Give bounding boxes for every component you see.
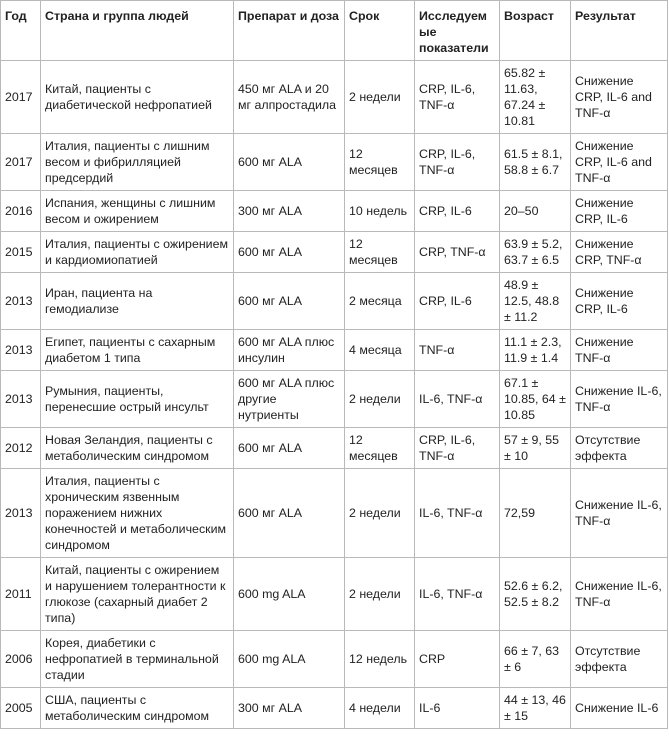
cell-result: Снижение IL-6, TNF-α (571, 558, 668, 631)
cell-result: Снижение IL-6, TNF-α (571, 371, 668, 428)
cell-result: Отсутствие эффекта (571, 428, 668, 469)
cell-duration: 12 недель (345, 631, 415, 688)
cell-country-group: Италия, пациенты с хроническим язвенным поражением нижних конечностей и метаболическим синдромом (41, 469, 234, 558)
cell-drug-dose: 600 мг ALA (234, 134, 345, 191)
cell-indicators: CRP, IL-6 (415, 273, 500, 330)
cell-age: 52.6 ± 6.2, 52.5 ± 8.2 (500, 558, 571, 631)
cell-result: Снижение CRP, IL-6 and TNF-α (571, 61, 668, 134)
cell-year: 2005 (1, 688, 41, 729)
cell-indicators: CRP (415, 631, 500, 688)
table-row (1, 191, 668, 232)
table-row (1, 469, 668, 558)
table-row (1, 61, 668, 134)
cell-duration: 2 недели (345, 371, 415, 428)
cell-indicators: CRP, IL-6 (415, 191, 500, 232)
table-row (1, 134, 668, 191)
cell-year: 2016 (1, 191, 41, 232)
cell-age: 65.82 ± 11.63, 67.24 ± 10.81 (500, 61, 571, 134)
cell-indicators: CRP, TNF-α (415, 232, 500, 273)
cell-country-group: Китай, пациенты с ожирением и нарушением толерантности к глюкозе (сахарный диабет 2 типа) (41, 558, 234, 631)
cell-result: Снижение IL-6 (571, 688, 668, 729)
cell-result: Снижение CRP, IL-6 (571, 191, 668, 232)
cell-year: 2012 (1, 428, 41, 469)
header-drug-dose: Препарат и доза (234, 1, 345, 61)
cell-duration: 10 недель (345, 191, 415, 232)
cell-age: 11.1 ± 2.3, 11.9 ± 1.4 (500, 330, 571, 371)
cell-result: Снижение TNF-α (571, 330, 668, 371)
table-body (1, 61, 668, 729)
cell-year: 2013 (1, 469, 41, 558)
cell-drug-dose: 450 мг ALA и 20 мг алпростадила (234, 61, 345, 134)
table-row (1, 330, 668, 371)
cell-duration: 2 недели (345, 469, 415, 558)
cell-country-group: Испания, женщины с лишним весом и ожирением (41, 191, 234, 232)
cell-year: 2006 (1, 631, 41, 688)
cell-result: Отсутствие эффекта (571, 631, 668, 688)
cell-duration: 4 месяца (345, 330, 415, 371)
cell-drug-dose: 300 мг ALA (234, 688, 345, 729)
cell-duration: 4 недели (345, 688, 415, 729)
table-row (1, 688, 668, 729)
cell-age: 48.9 ± 12.5, 48.8 ± 11.2 (500, 273, 571, 330)
header-age: Возраст (500, 1, 571, 61)
cell-country-group: Новая Зеландия, пациенты с метаболическим синдромом (41, 428, 234, 469)
cell-drug-dose: 600 мг ALA (234, 232, 345, 273)
cell-result: Снижение CRP, TNF-α (571, 232, 668, 273)
cell-country-group: Италия, пациенты с лишним весом и фибрилляцией предсердий (41, 134, 234, 191)
header-country-group: Страна и группа людей (41, 1, 234, 61)
table-row (1, 558, 668, 631)
cell-duration: 12 месяцев (345, 232, 415, 273)
header-year: Год (1, 1, 41, 61)
cell-drug-dose: 600 мг ALA плюс другие нутриенты (234, 371, 345, 428)
cell-result: Снижение IL-6, TNF-α (571, 469, 668, 558)
cell-year: 2015 (1, 232, 41, 273)
cell-age: 67.1 ± 10.85, 64 ± 10.85 (500, 371, 571, 428)
table-row (1, 428, 668, 469)
cell-drug-dose: 600 мг ALA плюс инсулин (234, 330, 345, 371)
cell-age: 20–50 (500, 191, 571, 232)
cell-age: 44 ± 13, 46 ± 15 (500, 688, 571, 729)
cell-duration: 12 месяцев (345, 134, 415, 191)
cell-year: 2011 (1, 558, 41, 631)
table-row (1, 371, 668, 428)
cell-year: 2013 (1, 273, 41, 330)
cell-indicators: CRP, IL-6, TNF-α (415, 61, 500, 134)
cell-age: 61.5 ± 8.1, 58.8 ± 6.7 (500, 134, 571, 191)
cell-indicators: CRP, IL-6, TNF-α (415, 134, 500, 191)
cell-age: 66 ± 7, 63 ± 6 (500, 631, 571, 688)
cell-indicators: IL-6 (415, 688, 500, 729)
cell-country-group: Румыния, пациенты, перенесшие острый инсульт (41, 371, 234, 428)
cell-drug-dose: 600 mg ALA (234, 558, 345, 631)
cell-drug-dose: 600 mg ALA (234, 631, 345, 688)
cell-year: 2013 (1, 330, 41, 371)
table-row (1, 232, 668, 273)
cell-duration: 12 месяцев (345, 428, 415, 469)
cell-drug-dose: 300 мг ALA (234, 191, 345, 232)
cell-indicators: IL-6, TNF-α (415, 371, 500, 428)
cell-indicators: IL-6, TNF-α (415, 558, 500, 631)
cell-year: 2013 (1, 371, 41, 428)
cell-duration: 2 недели (345, 558, 415, 631)
cell-country-group: Италия, пациенты с ожирением и кардиомиопатией (41, 232, 234, 273)
cell-indicators: TNF-α (415, 330, 500, 371)
cell-country-group: Китай, пациенты с диабетической нефропатией (41, 61, 234, 134)
cell-age: 63.9 ± 5.2, 63.7 ± 6.5 (500, 232, 571, 273)
cell-drug-dose: 600 мг ALA (234, 469, 345, 558)
cell-indicators: IL-6, TNF-α (415, 469, 500, 558)
table-row (1, 273, 668, 330)
cell-duration: 2 недели (345, 61, 415, 134)
cell-indicators: CRP, IL-6, TNF-α (415, 428, 500, 469)
table-header (1, 1, 668, 61)
cell-country-group: Египет, пациенты с сахарным диабетом 1 типа (41, 330, 234, 371)
cell-country-group: США, пациенты с метаболическим синдромом (41, 688, 234, 729)
header-row (1, 1, 668, 61)
cell-duration: 2 месяца (345, 273, 415, 330)
cell-age: 72,59 (500, 469, 571, 558)
cell-result: Снижение CRP, IL-6 (571, 273, 668, 330)
cell-country-group: Корея, диабетики с нефропатией в терминальной стадии (41, 631, 234, 688)
cell-country-group: Иран, пациента на гемодиализе (41, 273, 234, 330)
cell-year: 2017 (1, 61, 41, 134)
cell-age: 57 ± 9, 55 ± 10 (500, 428, 571, 469)
table-row (1, 631, 668, 688)
header-indicators: Исследуемые показатели (415, 1, 500, 61)
header-result: Результат (571, 1, 668, 61)
header-duration: Срок (345, 1, 415, 61)
cell-drug-dose: 600 мг ALA (234, 273, 345, 330)
cell-year: 2017 (1, 134, 41, 191)
cell-result: Снижение CRP, IL-6 and TNF-α (571, 134, 668, 191)
cell-drug-dose: 600 мг ALA (234, 428, 345, 469)
